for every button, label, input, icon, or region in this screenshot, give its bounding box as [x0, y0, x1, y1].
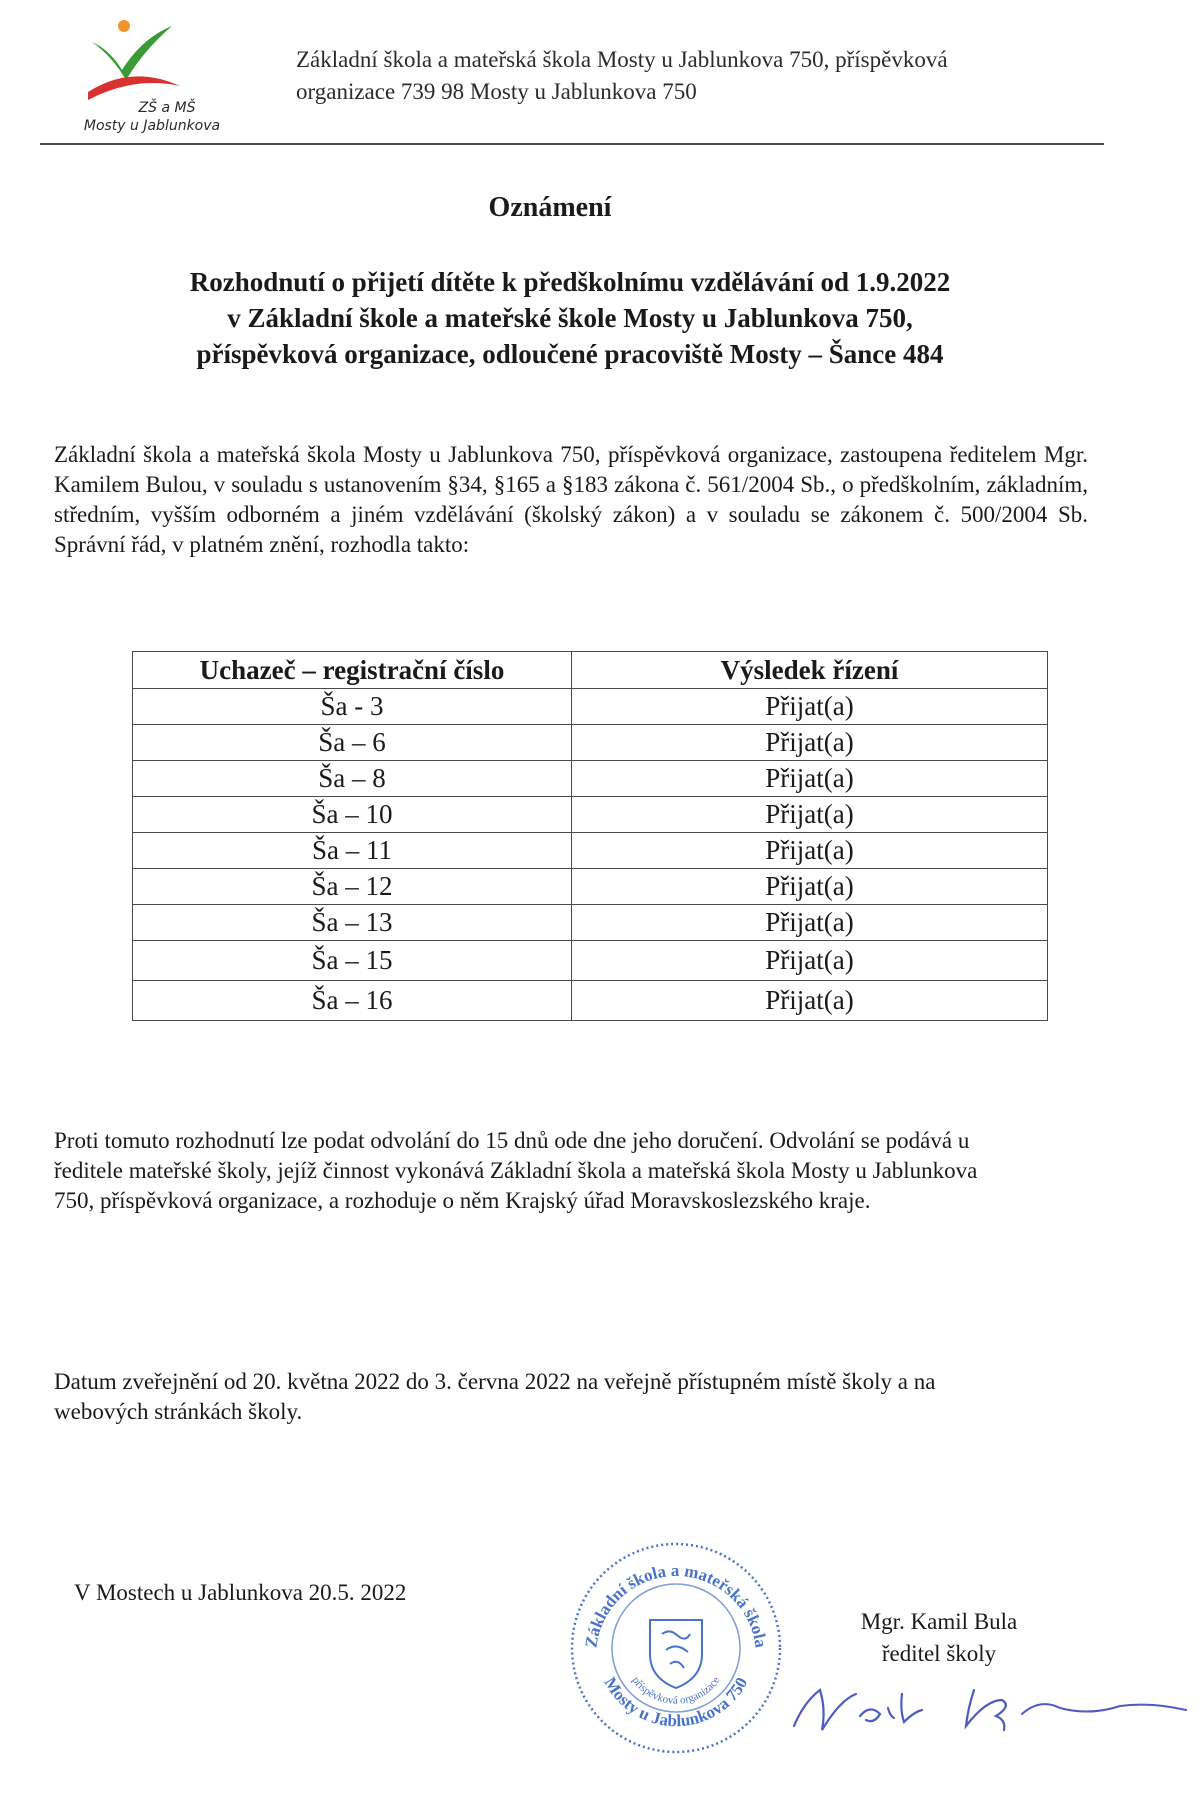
applicant-cell: Ša – 12 — [133, 869, 572, 905]
appeal-paragraph: Proti tomuto rozhodnutí lze podat odvolání do 15 dnů ode dne jeho doručení. Odvolání se podává u ředitele mateřské školy, jejíž činnost vykonává Základní škola a mateřská škola Mosty u Jablunkova 750, příspěvková organizace, a rozhoduje o něm Krajský úřad Moravskoslezského kraje. — [54, 1128, 978, 1213]
table-row — [133, 941, 1048, 981]
subtitle-line1: Rozhodnutí o přijetí dítěte k předškolnímu vzdělávání od 1.9.2022 — [189, 267, 951, 297]
document-title: Oznámení — [488, 192, 612, 223]
table-row — [133, 905, 1048, 941]
place-and-date: V Mostech u Jablunkova 20.5. 2022 — [74, 1580, 407, 1605]
table-header-row — [133, 652, 1048, 689]
stamp-seal-icon — [566, 1538, 786, 1758]
document-subtitle — [100, 264, 1040, 372]
signer-role: ředitel školy — [881, 1641, 997, 1666]
school-logo — [62, 14, 242, 144]
result-cell: Přijat(a) — [572, 905, 1048, 941]
result-cell: Přijat(a) — [572, 833, 1048, 869]
logo-text-line1: ZŠ a MŠ — [138, 100, 196, 116]
applicant-cell: Ša – 16 — [133, 981, 572, 1021]
intro-paragraph: Základní škola a mateřská škola Mosty u Jablunkova 750, příspěvková organizace, zastoupena ředitelem Mgr. Kamilem Bulou, v souladu s ustanovením §34, §165 a §183 zákona č. 561/2004 Sb., o předškolním, základním, středním, vyšším odborném a jiném vzdělávání (školský zákon) a v souladu se zákonem č. 500/2004 Sb. Správní řád, v platném znění, rozhodla takto: — [54, 442, 1088, 557]
result-cell: Přijat(a) — [572, 941, 1048, 981]
column-header-result: Výsledek řízení — [572, 652, 1048, 689]
applicant-cell: Ša – 11 — [133, 833, 572, 869]
table-row — [133, 689, 1048, 725]
school-header — [296, 44, 1116, 108]
publication-paragraph: Datum zveřejnění od 20. května 2022 do 3. června 2022 na veřejně přístupném místě školy a na webových stránkách školy. — [54, 1369, 936, 1424]
handwritten-signature-icon — [790, 1650, 1190, 1740]
result-cell: Přijat(a) — [572, 981, 1048, 1021]
school-header-line1: Základní škola a mateřská škola Mosty u Jablunkova 750, příspěvková — [296, 47, 948, 72]
table-row — [133, 761, 1048, 797]
header-divider — [40, 143, 1104, 145]
table-row — [133, 725, 1048, 761]
result-cell: Přijat(a) — [572, 761, 1048, 797]
applicant-cell: Ša - 3 — [133, 689, 572, 725]
signer-name: Mgr. Kamil Bula — [860, 1609, 1018, 1634]
result-cell: Přijat(a) — [572, 725, 1048, 761]
applicant-cell: Ša – 10 — [133, 797, 572, 833]
logo-text-line2: Mosty u Jablunkova — [83, 118, 221, 134]
applicant-cell: Ša – 6 — [133, 725, 572, 761]
stamp-outer-text: Základní škola a mateřská škola — [581, 1560, 771, 1649]
table-row — [133, 869, 1048, 905]
result-cell: Přijat(a) — [572, 689, 1048, 725]
official-stamp — [566, 1538, 786, 1758]
result-cell: Přijat(a) — [572, 797, 1048, 833]
logo-figure-icon — [62, 14, 242, 104]
applicant-cell: Ša – 8 — [133, 761, 572, 797]
results-table — [132, 651, 1048, 1021]
result-cell: Přijat(a) — [572, 869, 1048, 905]
subtitle-line2: v Základní škole a mateřské škole Mosty u Jablunkova 750, — [227, 303, 913, 333]
table-row — [133, 833, 1048, 869]
subtitle-line3: příspěvková organizace, odloučené pracoviště Mosty – Šance 484 — [196, 339, 944, 369]
table-row — [133, 981, 1048, 1021]
column-header-applicant: Uchazeč – registrační číslo — [133, 652, 572, 689]
applicant-cell: Ša – 15 — [133, 941, 572, 981]
stamp-inner-text: příspěvková organizace — [629, 1674, 723, 1707]
table-row — [133, 797, 1048, 833]
stamp-bottom-text: Mosty u Jablunkova 750 — [600, 1673, 752, 1731]
applicant-cell: Ša – 13 — [133, 905, 572, 941]
school-header-line2: organizace 739 98 Mosty u Jablunkova 750 — [296, 79, 697, 104]
